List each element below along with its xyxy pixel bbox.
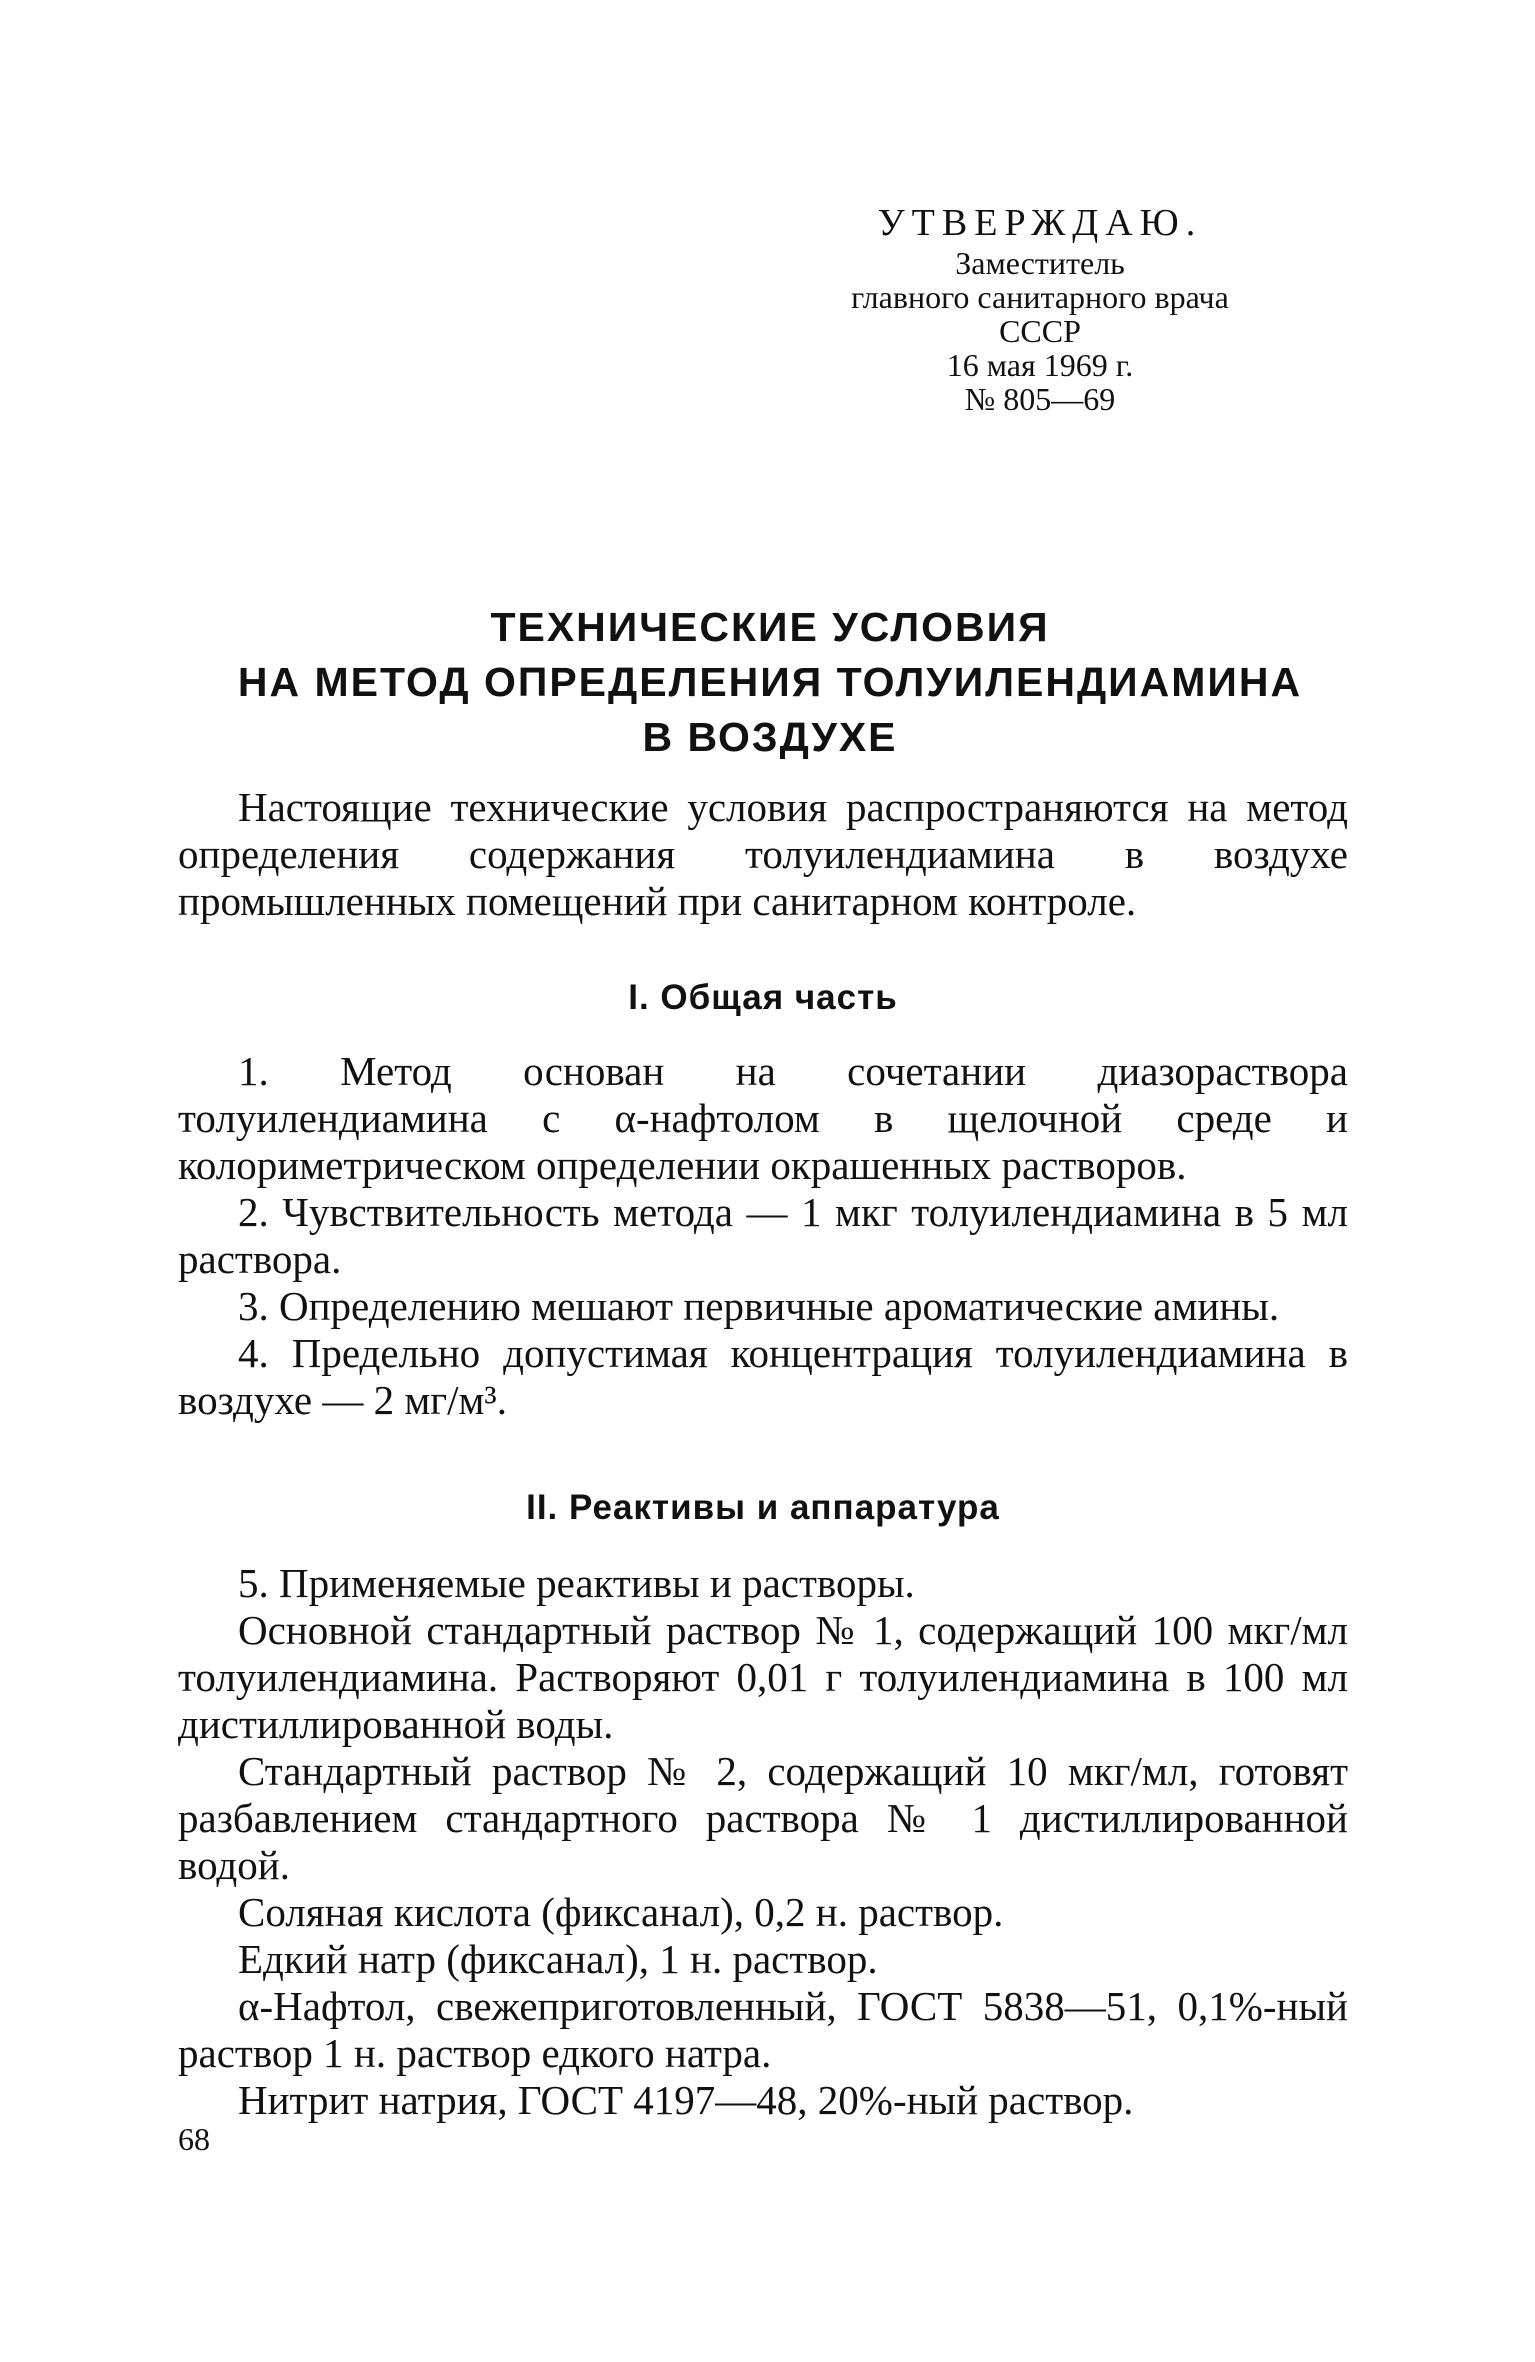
section-2-heading: II. Реактивы и аппаратура	[526, 1488, 1000, 1527]
section-2-item-7: Нитрит натрия, ГОСТ 4197—48, 20%-ный раствор.	[238, 2077, 1134, 2123]
approval-country: СССР	[999, 313, 1081, 349]
approval-position-cont: главного санитарного врача	[851, 279, 1229, 315]
title-line-3: В ВОЗДУХЕ	[642, 714, 898, 760]
title-line-2: НА МЕТОД ОПРЕДЕЛЕНИЯ ТОЛУИЛЕНДИАМИНА	[237, 659, 1303, 705]
section-2-item-6: α-Нафтол, свежеприготовленный, ГОСТ 5838—51, 0,1%-ный раствор 1 н. раствор едкого натра.	[178, 1983, 1348, 2076]
approval-position: Заместитель	[955, 245, 1125, 281]
section-1-heading: I. Общая часть	[628, 978, 898, 1017]
document-title	[160, 600, 1380, 765]
section-2-item-3: Стандартный раствор № 2, содержащий 10 мкг/мл, готовят разбавлением стандартного раствора № 1 дистиллированной водой.	[178, 1748, 1348, 1888]
section-2-item-1: 5. Применяемые реактивы и растворы.	[238, 1560, 915, 1606]
approval-block	[790, 200, 1290, 416]
section-1-body	[178, 1048, 1348, 1424]
section-2-item-5: Едкий натр (фиксанал), 1 н. раствор.	[238, 1936, 878, 1982]
title-line-1: ТЕХНИЧЕСКИЕ УСЛОВИЯ	[490, 604, 1050, 650]
intro-paragraph: Настоящие технические условия распространяются на метод определения содержания толуилендиамина в воздухе промышленных помещений при санитарном контроле.	[178, 784, 1348, 924]
page-number: 68	[178, 2121, 210, 2157]
intro-paragraph-block	[178, 784, 1348, 925]
section-1-item-1: 1. Метод основан на сочетании диазораствора толуилендиамина с α-нафтолом в щелочной среде и колориметрическом определении окрашенных растворов.	[178, 1048, 1348, 1188]
section-2-item-4: Соляная кислота (фиксанал), 0,2 н. раствор.	[238, 1889, 1004, 1935]
section-2-item-2: Основной стандартный раствор № 1, содержащий 100 мкг/мл толуилендиамина. Растворяют 0,01 г толуилендиамина в 100 мл дистиллированной воды.	[178, 1607, 1348, 1747]
section-1-item-2: 2. Чувствительность метода — 1 мкг толуилендиамина в 5 мл раствора.	[178, 1189, 1348, 1282]
section-2-body	[178, 1560, 1348, 2124]
approval-heading: УТВЕРЖДАЮ.	[877, 202, 1203, 244]
section-1-item-4: 4. Предельно допустимая концентрация толуилендиамина в воздухе — 2 мг/м³.	[178, 1330, 1348, 1423]
approval-date: 16 мая 1969 г.	[946, 347, 1134, 383]
approval-number: № 805—69	[964, 381, 1116, 417]
section-1-item-3: 3. Определению мешают первичные ароматические амины.	[238, 1283, 1280, 1329]
